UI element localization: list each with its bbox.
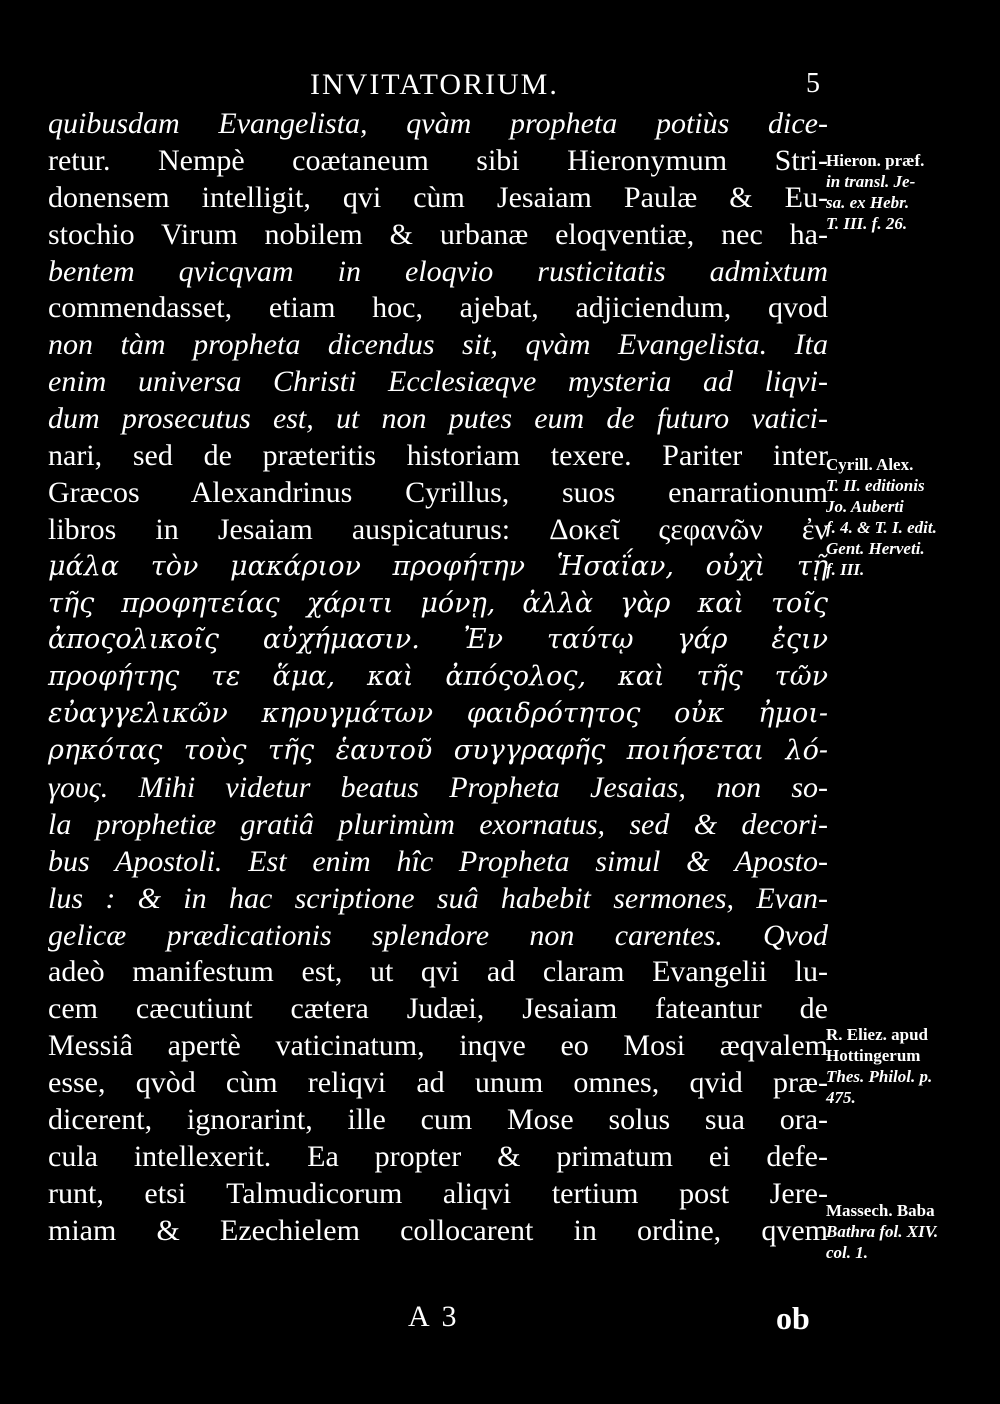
text-line: retur. Nempè coætaneum sibi Hieronymum Stri- xyxy=(48,143,828,177)
note-line: 475. xyxy=(826,1088,856,1107)
text-line: cula intellexerit. Ea propter & primatum ei defe- xyxy=(48,1139,828,1173)
note-line: Massech. Baba xyxy=(826,1201,935,1220)
text-line: adeò manifestum est, ut qvi ad claram Evangelii lu- xyxy=(48,955,828,989)
page-footer xyxy=(0,1300,1000,1344)
greek-text-line: ρηκότας τοὺς τῆς ἑαυτοῦ συγγραφῆς ποιήσεται λό- xyxy=(48,735,828,767)
greek-text-line: ἀποςολικοῖς αὐχήμασιν. Ἐν ταύτῳ γάρ ἐςιν xyxy=(48,624,828,656)
margin-note-eliezer xyxy=(826,1024,986,1108)
text-line: libros in Jesaiam auspicaturus: Δοκεῖ ςεφανῶν ἐν xyxy=(48,512,828,546)
text-line: bus Apostoli. Est enim hîc Propheta simul & Aposto- xyxy=(48,844,828,878)
text-line: gelicæ prædicationis splendore non carentes. Qvod xyxy=(48,918,828,952)
note-line: in transl. Je- xyxy=(826,172,916,191)
note-line: T. III. f. 26. xyxy=(826,214,908,233)
note-line: Cyrill. Alex. xyxy=(826,455,914,474)
text-line: stochio Virum nobilem & urbanæ eloqventiæ, nec ha- xyxy=(48,217,828,251)
note-line: col. 1. xyxy=(826,1243,869,1262)
text-line: non tàm propheta dicendus sit, qvàm Evangelista. Ita xyxy=(48,328,828,362)
text-line: enim universa Christi Ecclesiæqve mysteria ad liqvi- xyxy=(48,365,828,399)
text-line: Græcos Alexandrinus Cyrillus, suos enarrationum xyxy=(48,475,828,509)
text-line: la prophetiæ gratiâ plurimùm exornatus, sed & decori- xyxy=(48,807,828,841)
note-line: Hottingerum xyxy=(826,1046,921,1065)
note-line: Bathra fol. XIV. xyxy=(826,1222,939,1241)
text-line: donensem intelligit, qvi cùm Jesaiam Paulæ & Eu- xyxy=(48,180,828,214)
text-line: lus : & in hac scriptione suâ habebit sermones, Evan- xyxy=(48,881,828,915)
text-line: runt, etsi Talmudicorum aliqvi tertium post Jere- xyxy=(48,1176,828,1210)
page-header xyxy=(0,68,1000,108)
note-line: R. Eliez. apud xyxy=(826,1025,929,1044)
text-line: commendasset, etiam hoc, ajebat, adjiciendum, qvod xyxy=(48,291,828,325)
note-line: f. 4. & T. I. edit. xyxy=(826,518,937,537)
signature-mark: A 3 xyxy=(408,1300,460,1333)
greek-text-line: μάλα τὸν μακάριον προφήτην Ἡσαΐαν, οὐχὶ τῇ xyxy=(48,550,828,582)
main-text-block xyxy=(48,106,828,1250)
text-line: cem cæcutiunt cætera Judæi, Jesaiam fateantur de xyxy=(48,992,828,1026)
text-line: dicerent, ignorarint, ille cum Mose solus sua ora- xyxy=(48,1103,828,1137)
text-line: bentem qvicqvam in eloqvio rusticitatis admixtum xyxy=(48,254,828,288)
text-line: miam & Ezechielem collocarent in ordine, qvem xyxy=(48,1213,828,1247)
text-line: Messiâ apertè vaticinatum, inqve eo Mosi æqvalem xyxy=(48,1029,828,1063)
catchword: ob xyxy=(776,1300,810,1336)
margin-note-hieronymus xyxy=(826,150,986,234)
text-line: esse, qvòd cùm reliqvi ad unum omnes, qvid præ- xyxy=(48,1066,828,1100)
note-line: Hieron. præf. xyxy=(826,151,925,170)
page-number: 5 xyxy=(806,68,820,99)
note-line: Jo. Auberti xyxy=(826,497,904,516)
note-line: Thes. Philol. p. xyxy=(826,1067,933,1086)
greek-text-line: προφήτης τε ἅμα, καὶ ἀπόςολος, καὶ τῆς τῶν xyxy=(48,661,828,693)
note-line: Gent. Herveti. xyxy=(826,539,925,558)
note-line: sa. ex Hebr. xyxy=(826,193,910,212)
text-line: quibusdam Evangelista, qvàm propheta potiùs dice- xyxy=(48,107,828,140)
text-line: γους. Mihi videtur beatus Propheta Jesaias, non so- xyxy=(48,771,828,805)
running-title: INVITATORIUM. xyxy=(310,68,559,101)
text-line: nari, sed de præteritis historiam texere. Pariter inter xyxy=(48,439,828,473)
greek-text-line: τῆς προφητείας χάριτι μόνῃ, ἀλλὰ γὰρ καὶ τοῖς xyxy=(48,587,828,619)
note-line: T. II. editionis xyxy=(826,476,925,495)
note-line: f. III. xyxy=(826,560,865,579)
margin-note-cyrillus xyxy=(826,454,986,580)
greek-text-line: εὐαγγελικῶν κηρυγμάτων φαιδρότητος οὐκ ἠμοι- xyxy=(48,698,828,730)
margin-note-massech xyxy=(826,1200,986,1263)
text-line: dum prosecutus est, ut non putes eum de futuro vatici- xyxy=(48,402,828,436)
